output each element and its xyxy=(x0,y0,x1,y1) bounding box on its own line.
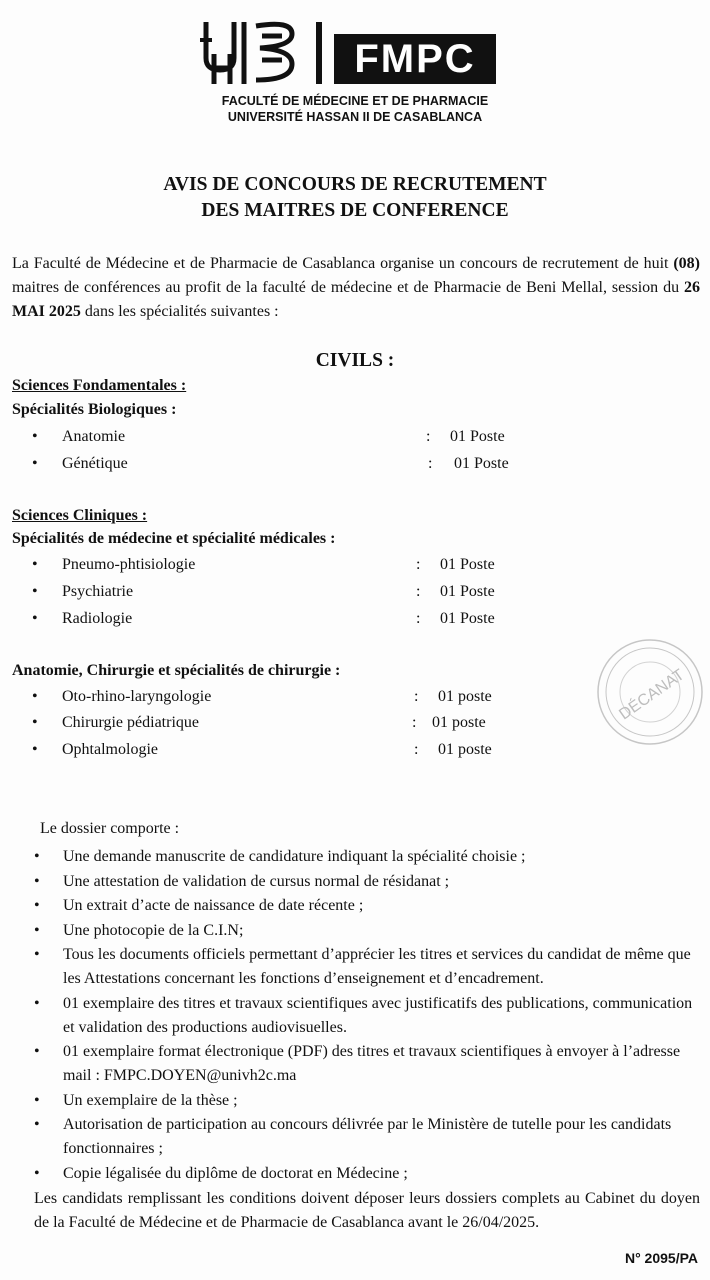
section-title-cliniques: Sciences Cliniques : xyxy=(12,507,148,524)
specialty-item xyxy=(32,688,592,710)
announcement-title-line1: AVIS DE CONCOURS DE RECRUTEMENT xyxy=(163,174,547,195)
bullet: • xyxy=(34,994,40,1012)
bullet: • xyxy=(34,1091,40,1109)
header-logos xyxy=(200,18,500,88)
specialty-item xyxy=(32,610,592,632)
list-item xyxy=(34,1089,700,1113)
post-count: 01 poste xyxy=(432,714,486,731)
bullet: • xyxy=(32,610,38,627)
separator-colon: : xyxy=(414,688,419,705)
separator-colon: : xyxy=(416,583,421,600)
bullet: • xyxy=(34,1043,40,1060)
separator-colon: : xyxy=(426,428,431,445)
intro-text-2: maitres de conférences au profit de la faculté de médecine et de Pharmacie de Beni Mellal, session du xyxy=(12,279,684,296)
subsection-chirurgie: Anatomie, Chirurgie et spécialités de chirurgie : xyxy=(12,662,341,679)
intro-text-3: dans les spécialités suivantes : xyxy=(80,303,279,320)
intro-text-1: La Faculté de Médecine et de Pharmacie de Casablanca organise un concours de recrutement de huit xyxy=(12,255,674,272)
bullet: • xyxy=(34,897,40,914)
specialty-item xyxy=(32,428,592,450)
list-item xyxy=(34,919,700,943)
bullet: • xyxy=(32,556,38,573)
bullet: • xyxy=(34,848,40,865)
requirement-text: Une attestation de validation de cursus normal de résidanat ; xyxy=(63,872,450,890)
specialty-name: Ophtalmologie xyxy=(62,741,158,758)
specialty-name: Psychiatrie xyxy=(62,583,134,600)
separator-colon: : xyxy=(412,714,417,731)
specialty-name: Oto-rhino-laryngologie xyxy=(62,688,212,705)
session-date: 26 MAI 2025 xyxy=(12,279,700,320)
requirement-text: Un extrait d’acte de naissance de date récente ; xyxy=(63,897,364,914)
requirement-text: Un exemplaire de la thèse ; xyxy=(63,1091,238,1109)
post-count: 01 Poste xyxy=(440,610,495,627)
subsection-medicales: Spécialités de médecine et spécialité médicales : xyxy=(12,530,336,547)
list-item xyxy=(34,1113,700,1161)
civils-heading: CIVILS : xyxy=(315,350,395,371)
bullet: • xyxy=(34,872,40,890)
university-name: UNIVERSITÉ HASSAN II DE CASABLANCA xyxy=(227,110,483,124)
requirement-text: 01 exemplaire format électronique (PDF) des titres et travaux scientifiques à envoyer à l’adresse mail : FMPC.DOYEN@univh2c.ma xyxy=(63,1043,681,1084)
bullet: • xyxy=(32,428,38,445)
university-logo xyxy=(200,18,310,86)
list-item xyxy=(34,894,700,918)
specialty-item xyxy=(32,714,592,736)
specialty-item xyxy=(32,455,592,477)
deanery-stamp xyxy=(594,636,706,748)
separator-colon: : xyxy=(428,455,433,472)
list-item xyxy=(34,992,700,1040)
specialty-name: Génétique xyxy=(62,455,128,472)
specialty-name: Radiologie xyxy=(62,610,133,627)
intro-paragraph xyxy=(12,252,700,324)
requirement-text: Copie légalisée du diplôme de doctorat en Médecine ; xyxy=(63,1164,408,1182)
list-item xyxy=(34,870,700,894)
requirement-text: Une demande manuscrite de candidature indiquant la spécialité choisie ; xyxy=(63,848,526,865)
bullet: • xyxy=(34,946,40,963)
list-item xyxy=(34,1162,700,1186)
requirement-text: 01 exemplaire des titres et travaux scientifiques avec justificatifs des publications, communication et validation des productions audiovisuelles. xyxy=(63,994,693,1036)
bullet: • xyxy=(32,741,38,758)
bullet: • xyxy=(32,455,38,472)
requirement-text: Autorisation de participation au concours délivrée par le Ministère de tutelle pour les candidats fonctionnaires ; xyxy=(63,1116,672,1157)
post-count: (08) xyxy=(673,255,700,272)
specialty-name: Pneumo-phtisiologie xyxy=(62,556,196,573)
post-count: 01 Poste xyxy=(450,428,505,445)
post-count: 01 Poste xyxy=(440,583,495,600)
dossier-intro: Le dossier comporte : xyxy=(40,820,180,837)
list-item xyxy=(34,845,700,869)
reference-number: N° 2095/PA xyxy=(624,1250,698,1266)
specialty-item xyxy=(32,556,592,578)
announcement-title-line2: DES MAITRES DE CONFERENCE xyxy=(201,200,509,221)
bullet: • xyxy=(32,583,38,600)
bullet: • xyxy=(32,688,38,705)
requirement-text: Tous les documents officiels permettant d’apprécier les titres et services du candidat de même que les Attestations concernant les fonctions d’enseignement et d’encadrement. xyxy=(63,946,691,987)
specialty-name: Anatomie xyxy=(62,428,126,445)
list-item xyxy=(34,943,700,991)
bullet: • xyxy=(34,1164,40,1182)
separator-colon: : xyxy=(414,741,419,758)
list-item xyxy=(34,1040,700,1088)
post-count: 01 Poste xyxy=(454,455,509,472)
subsection-biologiques: Spécialités Biologiques : xyxy=(12,401,177,418)
specialty-item xyxy=(32,583,592,605)
post-count: 01 Poste xyxy=(440,556,495,573)
requirements-list xyxy=(34,845,700,1186)
stamp-label: DÉCANAT xyxy=(616,666,688,724)
logo-separator xyxy=(316,22,322,84)
bullet: • xyxy=(32,714,38,731)
post-count: 01 poste xyxy=(438,741,492,758)
separator-colon: : xyxy=(416,610,421,627)
post-count: 01 poste xyxy=(438,688,492,705)
faculty-name: FACULTÉ DE MÉDECINE ET DE PHARMACIE xyxy=(221,94,489,108)
specialty-item xyxy=(32,741,592,763)
section-title-fondamentales: Sciences Fondamentales : xyxy=(12,377,187,394)
separator-colon: : xyxy=(416,556,421,573)
requirement-text: Une photocopie de la C.I.N; xyxy=(63,921,244,939)
specialty-name: Chirurgie pédiatrique xyxy=(62,714,199,731)
closing-paragraph: Les candidats remplissant les conditions doivent déposer leurs dossiers complets au Cabinet du doyen de la Faculté de Médecine et de Pharmacie de Casablanca avant le 26/04/2025. xyxy=(34,1190,700,1231)
bullet: • xyxy=(34,1116,40,1133)
fmpc-logo: FMPC xyxy=(334,34,496,84)
bullet: • xyxy=(34,921,40,939)
